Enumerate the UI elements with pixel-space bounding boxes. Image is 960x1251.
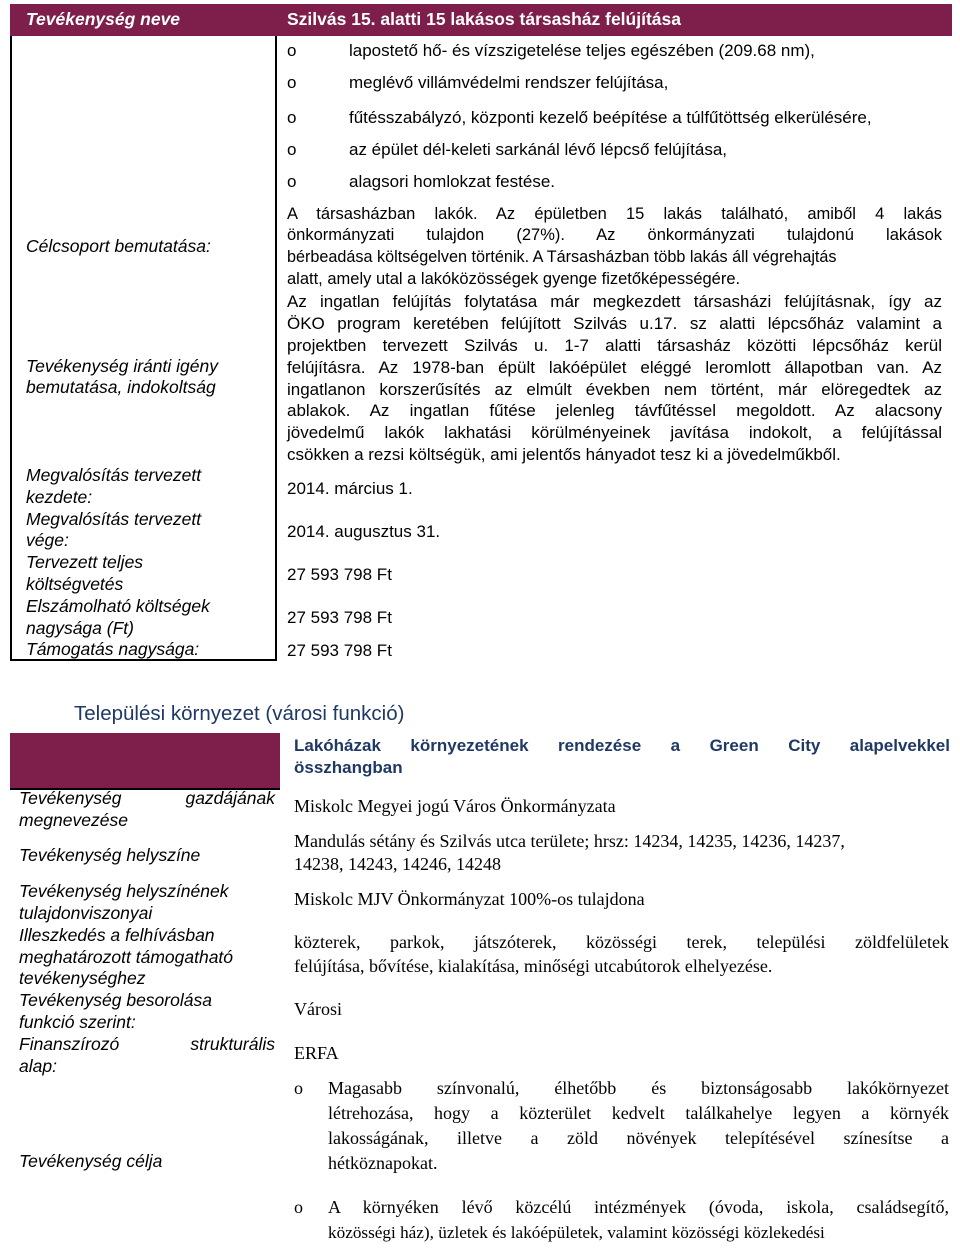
gazda-label: megnevezése	[19, 810, 128, 830]
igeny-line: Az ingatlan felújítás folytatása már megkezdett társasházi felújításnak, így az	[287, 292, 942, 311]
celcsoport-line: önkormányzati tulajdon (27%). Az önkormányzati tulajdonú lakások	[287, 226, 942, 244]
elszamolhato-label: nagysága (Ft)	[26, 618, 134, 638]
t1-mid-border	[275, 36, 277, 661]
kezdete-label: kezdete:	[26, 487, 93, 507]
igeny-line: ÖKO program keretében felújított Szilvás u.17. sz alatti lépcsőház valamint a	[287, 314, 942, 333]
besorolas-label: funkció szerint:	[19, 1012, 136, 1032]
celcsoport-label: Célcsoport bemutatása:	[26, 236, 211, 256]
helyszin-label: Tevékenység helyszíne	[19, 845, 201, 865]
celcsoport-line: alatt, amely utal a lakóközösségek gyenge fizetőképességére.	[287, 270, 741, 288]
koltseg-value: 27 593 798 Ft	[287, 565, 392, 584]
kezdete-label: Megvalósítás tervezett	[26, 465, 202, 485]
kezdete-value: 2014. március 1.	[287, 479, 413, 498]
igeny-line: csökken a rezsi költségük, ami jelentős hányadot tesz ki a jövedelműkből.	[287, 445, 841, 464]
illesz-label: tevékenységhez	[19, 968, 146, 988]
helyszin-value: 14238, 14243, 14246, 14248	[294, 854, 501, 874]
celja-line: lakosságának, illetve a zöld növények telepítésével színesítse a	[328, 1128, 949, 1148]
igeny-line: projektben tervezett Szilvás u. 1-7 alatti társasház közötti lépcsőház kerül	[287, 336, 942, 355]
t1-bullet: o meglévő villámvédelmi rendszer felújítása,	[287, 73, 669, 92]
igeny-line: jövedelmű lakók lakhatási körülményeinek javítása indokolt, a felújítással	[287, 423, 942, 442]
celja-bullet-glyph: o	[294, 1078, 303, 1098]
elszamolhato-value: 27 593 798 Ft	[287, 608, 392, 627]
vege-label: Megvalósítás tervezett	[26, 509, 202, 529]
t1-header-value: Szilvás 15. alatti 15 lakásos társasház felújítása	[287, 9, 681, 29]
celja-line: A környéken lévő közcélú intézmények (óvoda, iskola, családsegítő,	[328, 1197, 949, 1217]
igeny-line: felújításra. Az 1978-ban épült lakóépület eléggé leromlott állapotban van. Az	[287, 358, 942, 377]
t1-bullet: o az épület dél-keleti sarkánál lévő lépcső felújítása,	[287, 140, 727, 159]
helyszin-value: Mandulás sétány és Szilvás utca területe; hrsz: 14234, 14235, 14236, 14237,	[294, 831, 845, 851]
gazda-label: Tevékenység gazdájának	[19, 788, 275, 808]
celja-label: Tevékenység célja	[19, 1151, 163, 1171]
celja-line: Magasabb színvonalú, élhetőbb és biztonságosabb lakókörnyezet	[328, 1078, 949, 1098]
celja-line: létrehozása, hogy a közterület kedvelt találkahelye legyen a környék	[328, 1103, 949, 1123]
tulaj-value: Miskolc MJV Önkormányzat 100%-os tulajdona	[294, 889, 645, 909]
celja-line: hétköznapokat.	[328, 1153, 438, 1173]
besorolas-label: Tevékenység besorolása	[19, 990, 212, 1010]
illesz-label: meghatározott támogatható	[19, 947, 234, 967]
igeny-line: ingatlanon korszerűsítés az elmúlt években nem történt, már elöregedtek az	[287, 380, 942, 399]
celja-bullet-glyph: o	[294, 1197, 303, 1217]
t1-left-border	[10, 36, 12, 661]
t2-header-title: Lakóházak környezetének rendezése a Green City alapelvekkel	[294, 736, 950, 755]
tulaj-label: tulajdonviszonyai	[19, 903, 153, 923]
t1-bullet: o lapostető hő- és vízszigetelése teljes egészében (209.68 nm),	[287, 41, 815, 60]
igeny-line: ablakok. Az ingatlan fűtése jelenleg távfűtéssel megoldott. Az alacsony	[287, 401, 942, 420]
section-heading: Települési környezet (városi funkció)	[74, 702, 405, 725]
finansz-label: Finanszírozó strukturális	[19, 1034, 275, 1054]
gazda-value: Miskolc Megyei jogú Város Önkormányzata	[294, 796, 616, 816]
celcsoport-line: A társasházban lakók. Az épületben 15 lakás található, amiből 4 lakás	[287, 205, 942, 223]
koltseg-label: Tervezett teljes	[26, 552, 144, 572]
celcsoport-line: bérbeadása költségelven történik. A Társasházban több lakás áll végrehajtás	[287, 248, 837, 266]
t1-bullet: o fűtésszabályzó, központi kezelő beépítése a túlfűtöttség elkerülésére,	[287, 108, 872, 127]
finansz-value: ERFA	[294, 1043, 339, 1063]
igeny-label: Tevékenység iránti igény	[26, 356, 218, 376]
illesz-value: közterek, parkok, játszóterek, közösségi terek, települési zöldfelületek	[294, 932, 949, 952]
illesz-value: felújítása, bővítése, kialakítása, minőségi utcabútorok elhelyezése.	[294, 956, 773, 976]
vege-label: vége:	[26, 530, 69, 550]
t2-header-band	[10, 733, 280, 788]
vege-value: 2014. augusztus 31.	[287, 522, 441, 541]
celja-line: közösségi ház), üzletek és lakóépületek, valamint közösségi közlekedési	[328, 1223, 825, 1242]
t1-header-label: Tevékenység neve	[26, 9, 181, 29]
koltseg-label: költségvetés	[26, 574, 124, 594]
elszamolhato-label: Elszámolható költségek	[26, 596, 210, 616]
tulaj-label: Tevékenység helyszínének	[19, 881, 229, 901]
besorolas-value: Városi	[294, 999, 342, 1019]
tamogatas-value: 27 593 798 Ft	[287, 641, 392, 660]
igeny-label: bemutatása, indokoltság	[26, 377, 216, 397]
illesz-label: Illeszkedés a felhívásban	[19, 925, 215, 945]
finansz-label: alap:	[19, 1056, 57, 1076]
t2-header-title: összhangban	[294, 758, 403, 777]
t1-bullet: o alagsori homlokzat festése.	[287, 172, 555, 191]
tamogatas-label: Támogatás nagysága:	[26, 639, 200, 659]
